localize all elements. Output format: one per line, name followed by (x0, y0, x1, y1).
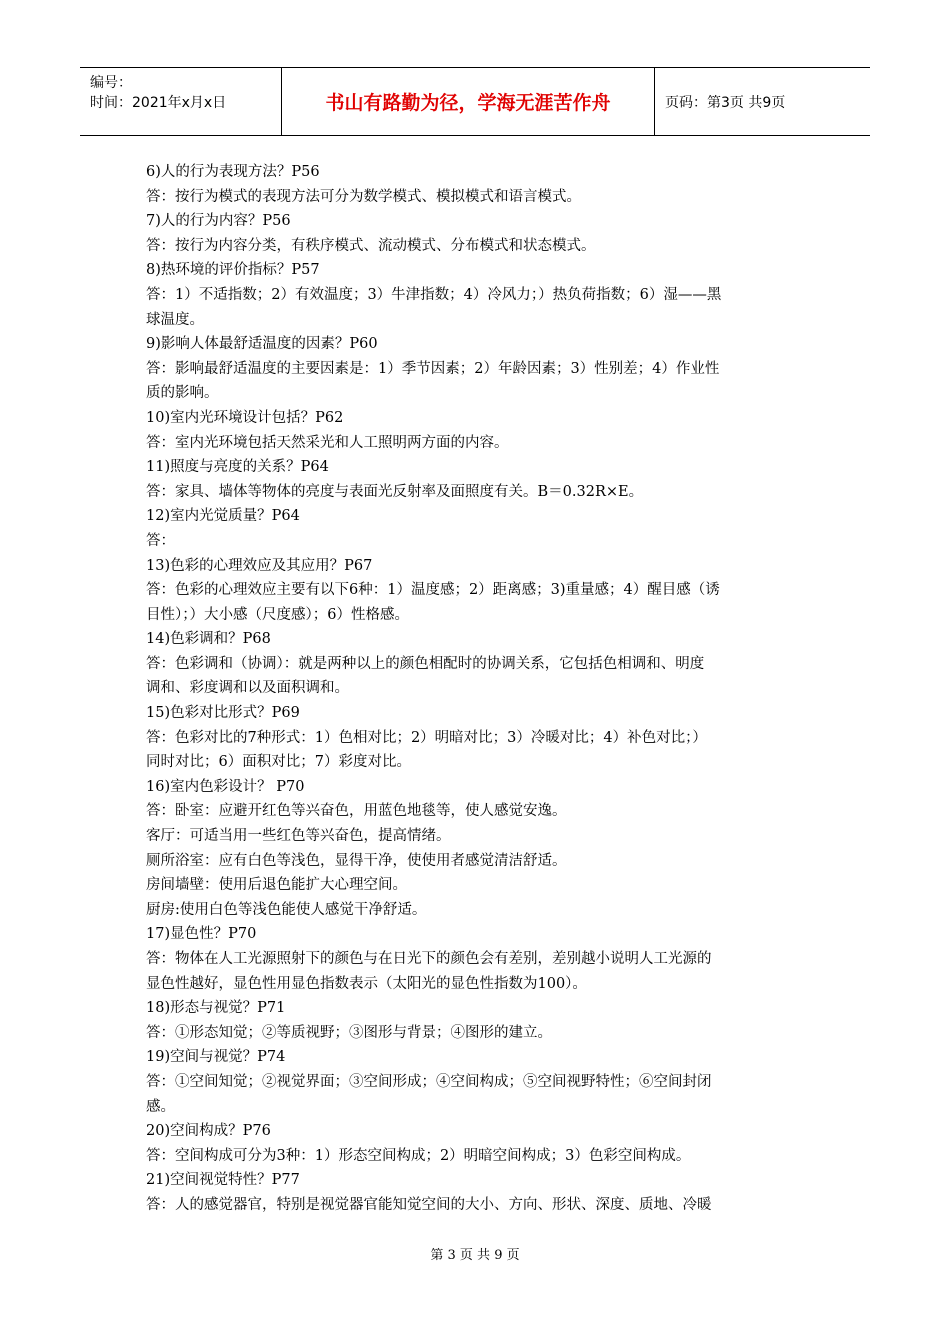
text-line: 答：卧室：应避开红色等兴奋色，用蓝色地毯等，使人感觉安逸。 (146, 803, 567, 820)
page-footer: 第 3 页 共 9 页 (430, 1248, 520, 1263)
text-line: 15)色彩对比形式？P69 (146, 705, 300, 722)
text-line: 显色性越好，显色性用显色指数表示（太阳光的显色性指数为100）。 (146, 975, 587, 992)
text-line: 18)形态与视觉？P71 (146, 1000, 286, 1017)
text-line: 房间墙壁：使用后退色能扩大心理空间。 (146, 877, 407, 894)
text-line: 答：色彩对比的7种形式：1）色相对比；2）明暗对比；3）冷暖对比；4）补色对比；） (146, 729, 707, 746)
number-label: 编号： (90, 75, 132, 91)
text-line: 答：①形态知觉；②等质视野；③图形与背景；④图形的建立。 (146, 1024, 552, 1041)
text-line: 13)色彩的心理效应及其应用？P67 (146, 557, 373, 574)
time-label: 时间：2021年x月x日 (90, 95, 227, 111)
text-line: 答：色彩的心理效应主要有以下6种：1）温度感；2）距离感；3)重量感；4）醒目感（诱 (146, 582, 720, 599)
text-line: 答：物体在人工光源照射下的颜色与在日光下的颜色会有差别，差别越小说明人工光源的 (146, 951, 712, 967)
text-line: 答：按行为内容分类，有秩序模式、流动模式、分布模式和状态模式。 (146, 237, 596, 254)
text-line: 9)影响人体最舒适温度的因素？P60 (146, 336, 378, 353)
text-line: 感。 (146, 1098, 175, 1115)
text-line: 19)空间与视觉？P74 (146, 1049, 286, 1066)
text-line: 答： (146, 532, 175, 549)
header-motto: 书山有路勤为径，学海无涯苦作舟 (282, 68, 655, 135)
text-line: 20)空间构成？P76 (146, 1123, 271, 1140)
text-line: 6)人的行为表现方法？P56 (146, 164, 320, 180)
text-line: 厕所浴室：应有白色等浅色，显得干净，使使用者感觉清洁舒适。 (146, 852, 567, 869)
text-line: 调和、彩度调和以及面积调和。 (146, 680, 349, 697)
text-line: 同时对比；6）面积对比；7）彩度对比。 (146, 754, 411, 771)
document-body (146, 160, 811, 1218)
text-line: 质的影响。 (146, 385, 219, 402)
text-line: 答：按行为模式的表现方法可分为数学模式、模拟模式和语言模式。 (146, 188, 581, 205)
text-line: 答：1）不适指数；2）有效温度；3）牛津指数；4）冷风力；）热负荷指数；6）湿——黑 (146, 286, 722, 303)
text-line: 目性）；）大小感（尺度感）；6）性格感。 (146, 606, 409, 623)
text-line: 答：空间构成可分为3种：1）形态空间构成；2）明暗空间构成；3）色彩空间构成。 (146, 1147, 691, 1164)
text-line: 客厅：可适当用一些红色等兴奋色，提高情绪。 (146, 828, 451, 845)
header-meta (80, 68, 282, 135)
text-line: 厨房:使用白色等浅色能使人感觉干净舒适。 (146, 901, 427, 918)
text-line: 答：色彩调和（协调）：就是两种以上的颜色相配时的协调关系，它包括色相调和、明度 (146, 655, 705, 672)
text-line: 21)空间视觉特性？P77 (146, 1172, 300, 1189)
text-line: 10)室内光环境设计包括？P62 (146, 409, 344, 426)
text-line: 答：影响最舒适温度的主要因素是：1）季节因素；2）年龄因素；3）性别差；4）作业性 (146, 360, 720, 377)
text-line: 14)色彩调和？P68 (146, 631, 271, 648)
text-line: 7)人的行为内容？P56 (146, 213, 291, 230)
text-line: 答：人的感觉器官，特别是视觉器官能知觉空间的大小、方向、形状、深度、质地、冷暖 (146, 1196, 712, 1213)
text-line: 答：①空间知觉；②视觉界面；③空间形成；④空间构成；⑤空间视野特性；⑥空间封闭 (146, 1073, 712, 1090)
text-line: 球温度。 (146, 311, 204, 328)
text-line: 8)热环境的评价指标？P57 (146, 262, 320, 279)
text-line: 答：室内光环境包括天然采光和人工照明两方面的内容。 (146, 434, 509, 451)
page-indicator: 页码：第3页 共9页 (665, 94, 786, 111)
text-line: 17)显色性？P70 (146, 926, 257, 943)
text-line: 11)照度与亮度的关系？P64 (146, 459, 329, 476)
text-line: 12)室内光觉质量？P64 (146, 508, 300, 525)
text-line: 答：家具、墙体等物体的亮度与表面光反射率及面照度有关。B＝0.32R×E。 (146, 483, 644, 500)
page-header (80, 67, 870, 136)
text-line: 16)室内色彩设计？ P70 (146, 778, 305, 795)
